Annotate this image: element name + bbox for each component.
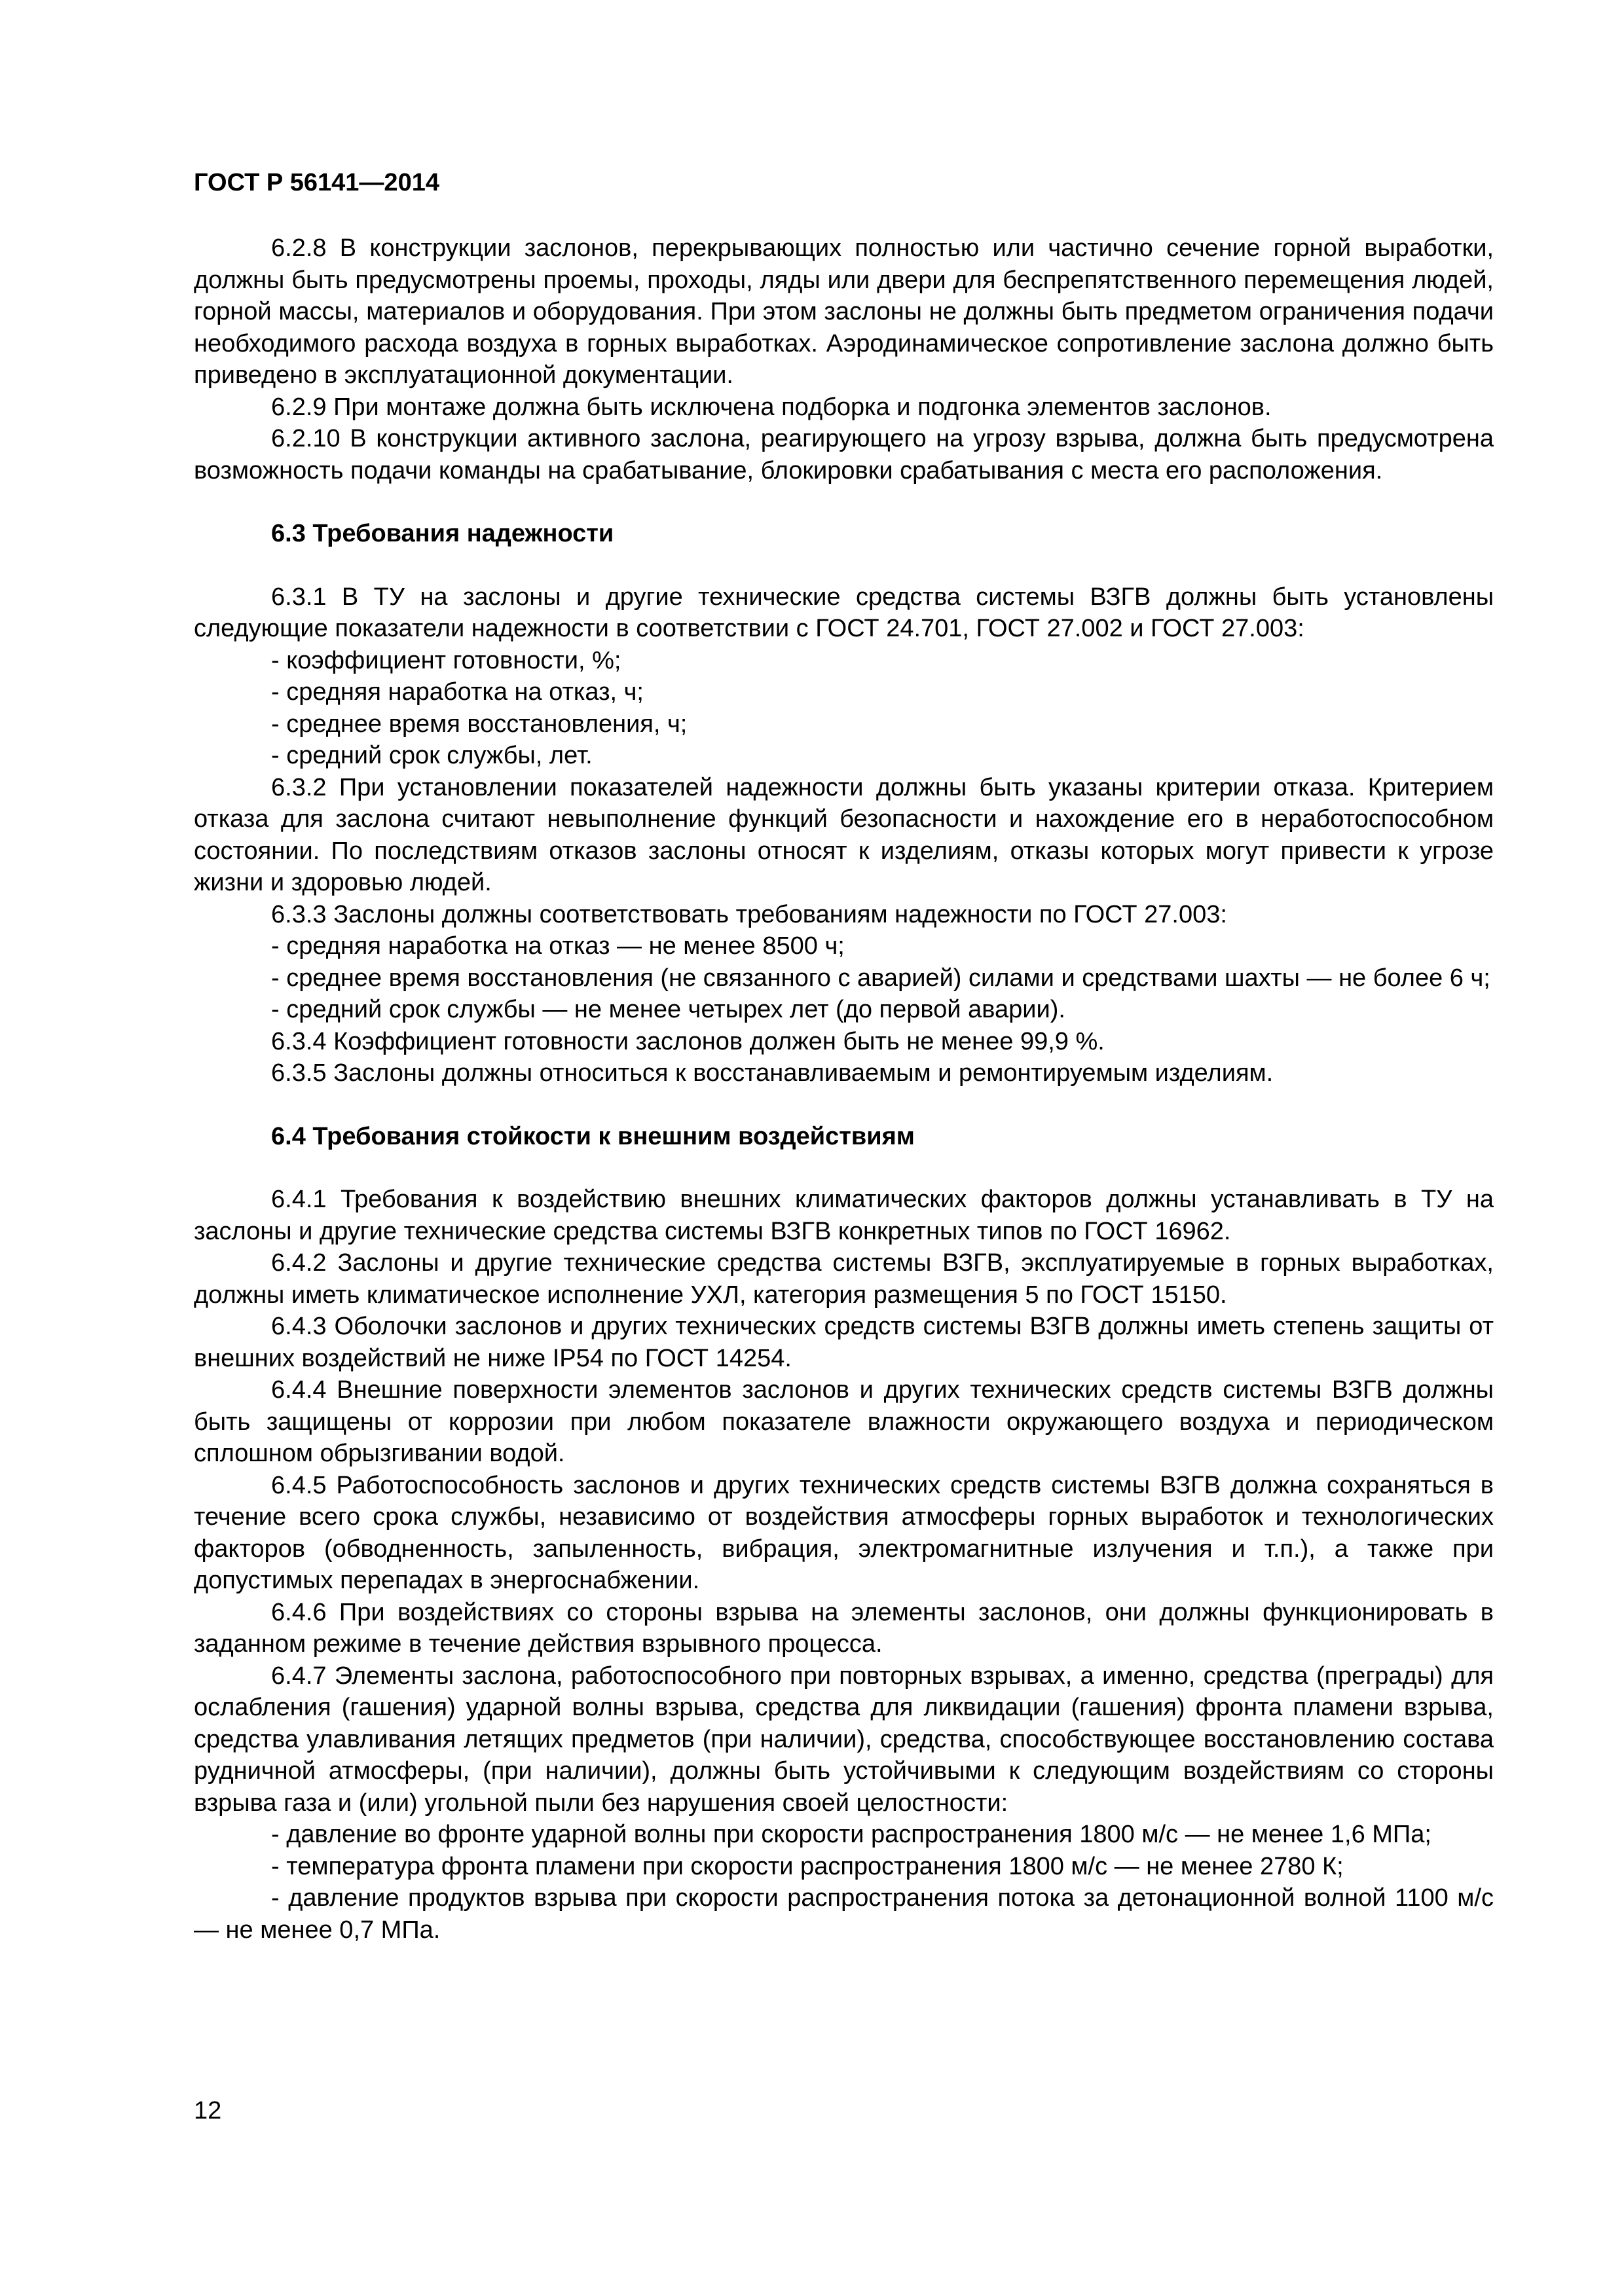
list-item: - давление во фронте ударной волны при скорости распространения 1800 м/с — не менее 1,6 МПа; [271, 1821, 1431, 1848]
list-item: - коэффициент готовности, %; [271, 646, 621, 674]
paragraph: 6.2.9 При монтаже должна быть исключена подборка и подгонка элементов заслонов. [271, 393, 1272, 421]
page-number: 12 [194, 2097, 222, 2124]
list-item: - среднее время восстановления (не связанного с аварией) силами и средствами шахты — не более 6 ч; [271, 964, 1490, 992]
list-item: - средняя наработка на отказ, ч; [271, 678, 644, 706]
list-item: - средний срок службы — не менее четырех лет (до первой аварии). [271, 996, 1065, 1023]
paragraph: 6.4.1 Требования к воздействию внешних климатических факторов должны устанавливать в ТУ на заслоны и другие технические средства системы ВЗГВ конкретных типов по ГОСТ 16962. [194, 1186, 1494, 1245]
paragraph: 6.3.4 Коэффициент готовности заслонов должен быть не менее 99,9 %. [271, 1027, 1105, 1055]
paragraph: 6.3.2 При установлении показателей надежности должны быть указаны критерии отказа. Критерием отказа для заслона считают невыполнение функций безопасности и нахождение его в неработоспособном состоянии. По последствиям отказов заслоны относят к изделиям, отказы которых могут привести к угрозе жизни и здоровью людей. [194, 773, 1494, 896]
section-heading-6-4: 6.4 Требования стойкости к внешним воздействиям [271, 1122, 915, 1150]
paragraph: 6.2.8 В конструкции заслонов, перекрывающих полностью или частично сечение горной выработки, должны быть предусмотрены проемы, проходы, ляды или двери для беспрепятственного перемещения людей, горной массы, материалов и оборудования. При этом заслоны не должны быть предметом ограничения подачи необходимого расхода воздуха в горных выработках. Аэродинамическое сопротивление заслона должно быть приведено в эксплуатационной документации. [194, 234, 1494, 389]
paragraph: 6.4.3 Оболочки заслонов и других технических средств системы ВЗГВ должны иметь степень защиты от внешних воздействий не ниже IP54 по ГОСТ 14254. [194, 1313, 1494, 1372]
paragraph: 6.4.6 При воздействиях со стороны взрыва на элементы заслонов, они должны функционировать в заданном режиме в течение действия взрывного процесса. [194, 1598, 1494, 1658]
section-heading-6-3: 6.3 Требования надежности [271, 520, 614, 547]
list-item: - давление продуктов взрыва при скорости распространения потока за детонационной волной 1100 м/с — не менее 0,7 МПа. [194, 1884, 1494, 1944]
paragraph: 6.2.10 В конструкции активного заслона, реагирующего на угрозу взрыва, должна быть предусмотрена возможность подачи команды на срабатывание, блокировки срабатывания с места его расположения. [194, 425, 1494, 484]
paragraph: 6.4.4 Внешние поверхности элементов заслонов и других технических средств системы ВЗГВ должны быть защищены от коррозии при любом показателе влажности окружающего воздуха и периодическом сплошном обрызгивании водой. [194, 1376, 1494, 1467]
paragraph: 6.4.2 Заслоны и другие технические средства системы ВЗГВ, эксплуатируемые в горных выработках, должны иметь климатическое исполнение УХЛ, категория размещения 5 по ГОСТ 15150. [194, 1249, 1494, 1309]
paragraph: 6.3.5 Заслоны должны относиться к восстанавливаемым и ремонтируемым изделиям. [271, 1059, 1274, 1087]
paragraph: 6.4.7 Элементы заслона, работоспособного при повторных взрывах, а именно, средства (преграды) для ослабления (гашения) ударной волны взрыва, средства для ликвидации (гашения) фронта пламени взрыва, средства улавливания летящих предметов (при наличии), средства, способствующее восстановлению состава рудничной атмосферы, (при наличии), должны быть устойчивыми к следующим воздействиям со стороны взрыва газа и (или) угольной пыли без нарушения своей целостности: [194, 1662, 1494, 1817]
list-item: - среднее время восстановления, ч; [271, 710, 688, 738]
paragraph: 6.4.5 Работоспособность заслонов и других технических средств системы ВЗГВ должна сохраняться в течение всего срока службы, независимо от воздействия атмосферы горных выработок и технологических факторов (обводненность, запыленность, вибрация, электромагнитные излучения и т.п.), а также при допустимых перепадах в энергоснабжении. [194, 1471, 1494, 1594]
paragraph: 6.3.1 В ТУ на заслоны и другие технические средства системы ВЗГВ должны быть установлены следующие показатели надежности в соответствии с ГОСТ 24.701, ГОСТ 27.002 и ГОСТ 27.003: [194, 583, 1494, 642]
document-header: ГОСТ Р 56141—2014 [194, 169, 439, 196]
list-item: - температура фронта пламени при скорости распространения 1800 м/с — не менее 2780 К; [271, 1852, 1344, 1880]
list-item: - средний срок службы, лет. [271, 742, 593, 769]
list-item: - средняя наработка на отказ — не менее 8500 ч; [271, 932, 845, 960]
page-content [194, 232, 1494, 1946]
paragraph: 6.3.3 Заслоны должны соответствовать требованиям надежности по ГОСТ 27.003: [271, 900, 1227, 928]
